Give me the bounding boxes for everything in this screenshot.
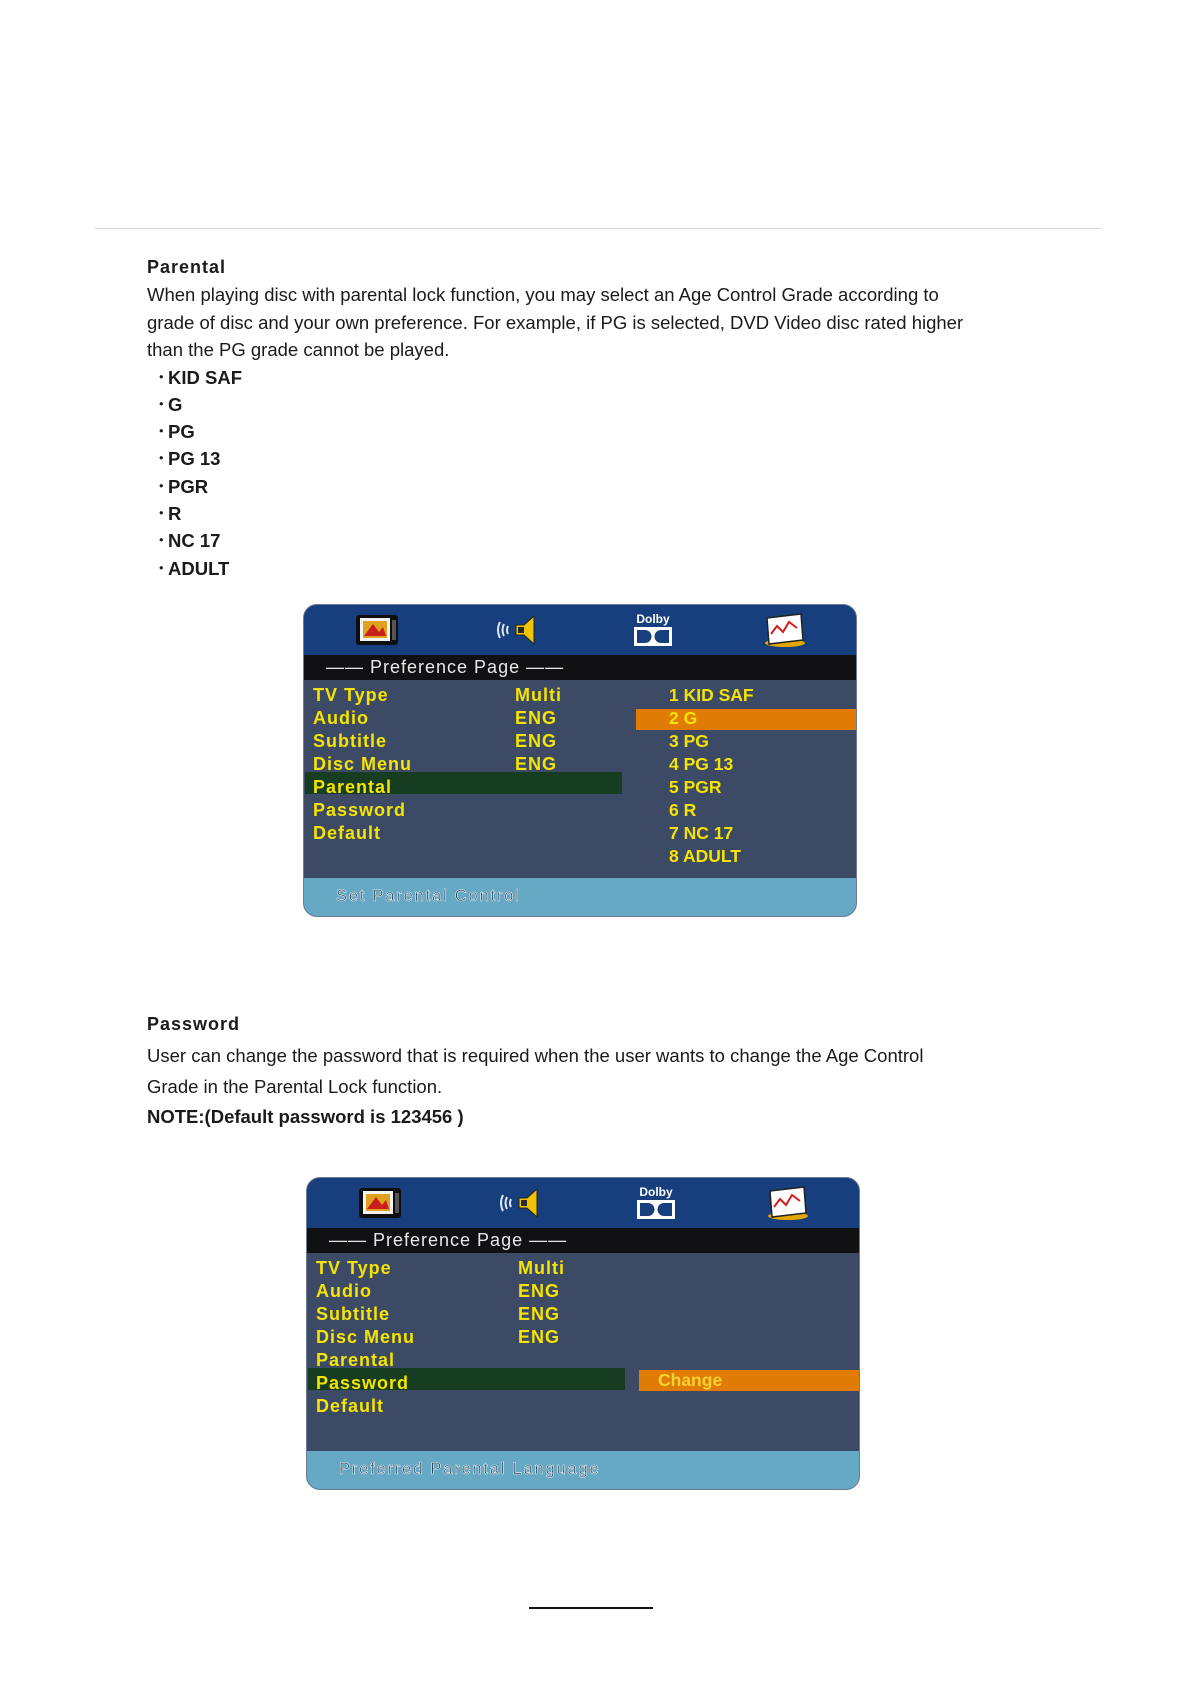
list-item: ・ ADULT <box>152 557 230 579</box>
menu-row-default[interactable]: Default <box>313 823 382 843</box>
menu-row-audio[interactable]: Audio ENG <box>316 1281 561 1301</box>
change-password-option[interactable]: Change <box>658 1370 723 1390</box>
list-item: ・ NC 17 <box>152 530 221 552</box>
dolby-icon[interactable] <box>629 612 677 648</box>
speaker-audio-icon[interactable] <box>497 1185 545 1221</box>
menu-icon-bar <box>304 605 856 655</box>
menu-row-password[interactable]: Password <box>313 800 407 820</box>
grade-option[interactable]: 1 KID SAF <box>669 685 754 705</box>
grade-option[interactable]: 5 PGR <box>669 777 722 797</box>
menu-row-parental[interactable]: Parental <box>313 777 393 797</box>
grade-option[interactable]: 6 R <box>669 800 697 820</box>
menu-row-parental[interactable]: Parental <box>316 1350 396 1370</box>
tv-setup-icon[interactable] <box>354 612 402 648</box>
preference-chart-icon[interactable] <box>759 612 807 648</box>
menu-row-tv-type[interactable]: TV Type Multi <box>313 685 562 705</box>
password-heading: Password <box>147 1014 241 1034</box>
menu-row-subtitle[interactable]: Subtitle ENG <box>316 1304 561 1324</box>
menu-row-tv-type[interactable]: TV Type Multi <box>316 1258 565 1278</box>
tv-setup-icon[interactable] <box>357 1185 405 1221</box>
list-item: ・ G <box>152 393 183 415</box>
list-item: ・ KID SAF <box>152 366 242 388</box>
preference-menu-parental <box>303 604 857 917</box>
svg-text:Dolby: Dolby <box>636 612 670 626</box>
parental-description: When playing disc with parental lock function, you may select an Age Control Grade according to grade of disc and your own preference. For example, if PG is selected, DVD Video disc rated higher than the PG grade cannot be played. <box>147 284 964 360</box>
grade-option[interactable]: 7 NC 17 <box>669 823 734 843</box>
menu-title-bar: —— Preference Page —— <box>304 655 856 680</box>
grade-option[interactable]: 4 PG 13 <box>669 754 734 774</box>
grade-option[interactable]: 3 PG <box>669 731 709 751</box>
status-bar: Set Parental Control <box>304 878 856 916</box>
menu-row-audio[interactable]: Audio ENG <box>313 708 558 728</box>
grade-list <box>147 364 1097 582</box>
svg-text:Dolby: Dolby <box>639 1185 673 1199</box>
menu-row-disc-menu[interactable]: Disc Menu ENG <box>316 1327 561 1347</box>
menu-title-bar: —— Preference Page —— <box>307 1228 859 1253</box>
preference-chart-icon[interactable] <box>762 1185 810 1221</box>
menu-icon-bar <box>307 1178 859 1228</box>
list-item: ・ R <box>152 502 182 524</box>
parental-heading: Parental <box>147 257 227 277</box>
list-item: ・ PG 13 <box>152 448 221 470</box>
parental-section <box>147 257 1097 582</box>
menu-row-subtitle[interactable]: Subtitle ENG <box>313 731 558 751</box>
grade-option[interactable]: 2 G <box>669 708 698 728</box>
preference-menu-password <box>306 1177 860 1490</box>
dolby-icon[interactable] <box>632 1185 680 1221</box>
menu-row-disc-menu[interactable]: Disc Menu ENG <box>313 754 558 774</box>
page-number-rule <box>529 1607 653 1609</box>
password-section <box>147 1014 1097 1132</box>
menu-row-default[interactable]: Default <box>316 1396 385 1416</box>
header-divider <box>95 228 1101 229</box>
password-description: User can change the password that is required when the user wants to change the Age Control Grade in the Parental Lock function. <box>147 1045 924 1097</box>
speaker-audio-icon[interactable] <box>494 612 542 648</box>
grade-option[interactable]: 8 ADULT <box>669 846 741 866</box>
default-password-note: NOTE:(Default password is 123456 ) <box>147 1106 464 1127</box>
status-bar: Preferred Parental Language <box>307 1451 859 1489</box>
menu-row-password[interactable]: Password <box>316 1373 410 1393</box>
list-item: ・ PG <box>152 421 195 443</box>
list-item: ・ PGR <box>152 475 209 497</box>
